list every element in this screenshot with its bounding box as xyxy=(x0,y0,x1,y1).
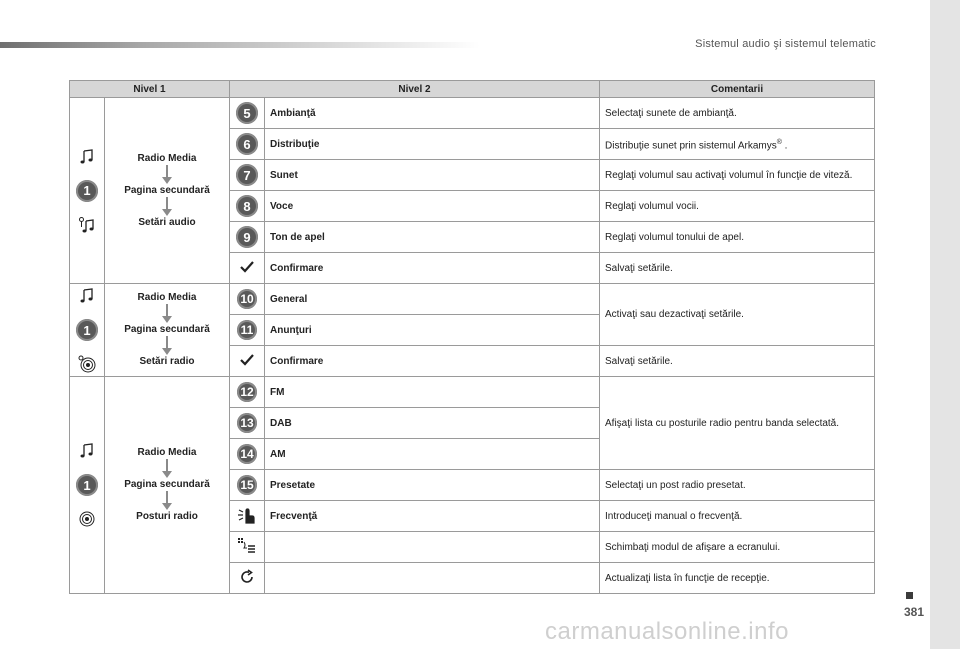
down-arrow-icon xyxy=(161,165,173,185)
step-badge: 9 xyxy=(236,226,258,248)
number-cell xyxy=(230,160,265,191)
level2-label: Frecvenţă xyxy=(265,501,600,532)
page-corner-mark xyxy=(906,592,913,599)
number-cell xyxy=(230,377,265,408)
number-cell xyxy=(230,191,265,222)
table-header-row xyxy=(70,81,875,98)
level1-radio-settings: Setări radio xyxy=(139,356,195,367)
settings-table xyxy=(69,80,875,594)
checkmark-icon xyxy=(240,354,254,366)
level1-radio-media: Radio Media xyxy=(137,152,197,164)
level2-label: Ambianţă xyxy=(265,98,600,129)
level2-label: Sunet xyxy=(265,160,600,191)
step-badge: 1 xyxy=(76,180,98,202)
radio-settings-icon xyxy=(78,355,96,373)
number-cell xyxy=(230,315,265,346)
step-badge: 1 xyxy=(76,319,98,341)
refresh-icon xyxy=(238,568,256,586)
level2-label: FM xyxy=(265,377,600,408)
level1-secondary-page: Pagina secundară xyxy=(124,324,210,335)
level2-label: DAB xyxy=(265,408,600,439)
comment-tail: . xyxy=(781,140,788,152)
music-settings-icon xyxy=(78,216,96,234)
step-badge: 8 xyxy=(236,195,258,217)
level2-label: Anunţuri xyxy=(265,315,600,346)
level2-label xyxy=(265,532,600,563)
comment-text: Reglaţi volumul tonului de apel. xyxy=(600,222,875,253)
level2-label: AM xyxy=(265,439,600,470)
group1-icon-cell xyxy=(70,98,105,284)
comment-text: Selectaţi un post radio presetat. xyxy=(600,470,875,501)
table-row xyxy=(70,377,875,408)
comment-text: Reglaţi volumul sau activaţi volumul în funcţie de viteză. xyxy=(600,160,875,191)
level2-label: Presetate xyxy=(265,470,600,501)
number-cell xyxy=(230,408,265,439)
music-note-icon xyxy=(78,148,96,166)
header-level1: Nivel 1 xyxy=(70,81,230,98)
down-arrow-icon xyxy=(161,491,173,511)
step-badge: 15 xyxy=(237,475,257,495)
step-badge: 10 xyxy=(237,289,257,309)
number-cell xyxy=(230,98,265,129)
number-cell xyxy=(230,439,265,470)
comment-text: Introduceţi manual o frecvenţă. xyxy=(600,501,875,532)
group2-level1-path xyxy=(105,284,230,377)
number-cell xyxy=(230,253,265,284)
display-mode-icon xyxy=(237,537,257,555)
step-badge: 1 xyxy=(76,474,98,496)
comment-cell xyxy=(600,129,875,160)
checkmark-icon xyxy=(240,261,254,273)
table-row xyxy=(70,284,875,315)
music-note-icon xyxy=(78,287,96,305)
music-note-icon xyxy=(78,442,96,460)
comment-text: Reglaţi volumul vocii. xyxy=(600,191,875,222)
header-comments: Comentarii xyxy=(600,81,875,98)
level2-label: Confirmare xyxy=(265,346,600,377)
level2-label: Voce xyxy=(265,191,600,222)
number-cell xyxy=(230,222,265,253)
number-cell xyxy=(230,563,265,594)
group1-level1-path xyxy=(105,98,230,284)
header-gradient-bar xyxy=(0,42,480,48)
level1-radio-media: Radio Media xyxy=(137,292,197,303)
page-number: 381 xyxy=(903,605,924,619)
page-header-title: Sistemul audio şi sistemul telematic xyxy=(695,38,876,50)
step-badge: 11 xyxy=(237,320,257,340)
level2-label: Distribuţie xyxy=(265,129,600,160)
site-watermark: carmanualsonline.info xyxy=(545,618,789,645)
comment-text: Salvaţi setările. xyxy=(600,346,875,377)
comment-text: Distribuţie sunet prin sistemul Arkamys xyxy=(605,140,777,152)
number-cell xyxy=(230,129,265,160)
comment-text: Salvaţi setările. xyxy=(600,253,875,284)
down-arrow-icon xyxy=(161,336,173,356)
step-badge: 12 xyxy=(237,382,257,402)
level1-audio-settings: Setări audio xyxy=(138,216,196,228)
down-arrow-icon xyxy=(161,197,173,217)
comment-text: Activaţi sau dezactivaţi setările. xyxy=(600,284,875,346)
level1-radio-stations: Posturi radio xyxy=(136,511,198,522)
number-cell xyxy=(230,284,265,315)
step-badge: 5 xyxy=(236,102,258,124)
side-tab-strip xyxy=(930,0,960,649)
down-arrow-icon xyxy=(161,459,173,479)
down-arrow-icon xyxy=(161,304,173,324)
group3-level1-path xyxy=(105,377,230,594)
header-level2: Nivel 2 xyxy=(230,81,600,98)
level2-label: Ton de apel xyxy=(265,222,600,253)
level1-secondary-page: Pagina secundară xyxy=(124,184,210,196)
registered-mark: ® xyxy=(776,138,782,146)
step-badge: 6 xyxy=(236,133,258,155)
number-cell xyxy=(230,346,265,377)
level2-label: General xyxy=(265,284,600,315)
step-badge: 7 xyxy=(236,164,258,186)
step-badge: 14 xyxy=(237,444,257,464)
number-cell xyxy=(230,470,265,501)
number-cell xyxy=(230,532,265,563)
group3-icon-cell xyxy=(70,377,105,594)
level2-label xyxy=(265,563,600,594)
group2-icon-cell xyxy=(70,284,105,377)
level2-label: Confirmare xyxy=(265,253,600,284)
level1-radio-media: Radio Media xyxy=(137,447,197,458)
comment-text: Afişaţi lista cu posturile radio pentru banda selectată. xyxy=(600,377,875,470)
table-row xyxy=(70,98,875,129)
comment-text: Schimbaţi modul de afişare a ecranului. xyxy=(600,532,875,563)
step-badge: 13 xyxy=(237,413,257,433)
comment-text: Actualizaţi lista în funcţie de recepţie. xyxy=(600,563,875,594)
level1-secondary-page: Pagina secundară xyxy=(124,479,210,490)
touch-hand-icon xyxy=(237,506,257,524)
radio-wave-icon xyxy=(78,510,96,528)
comment-text: Selectaţi sunete de ambianţă. xyxy=(600,98,875,129)
number-cell xyxy=(230,501,265,532)
